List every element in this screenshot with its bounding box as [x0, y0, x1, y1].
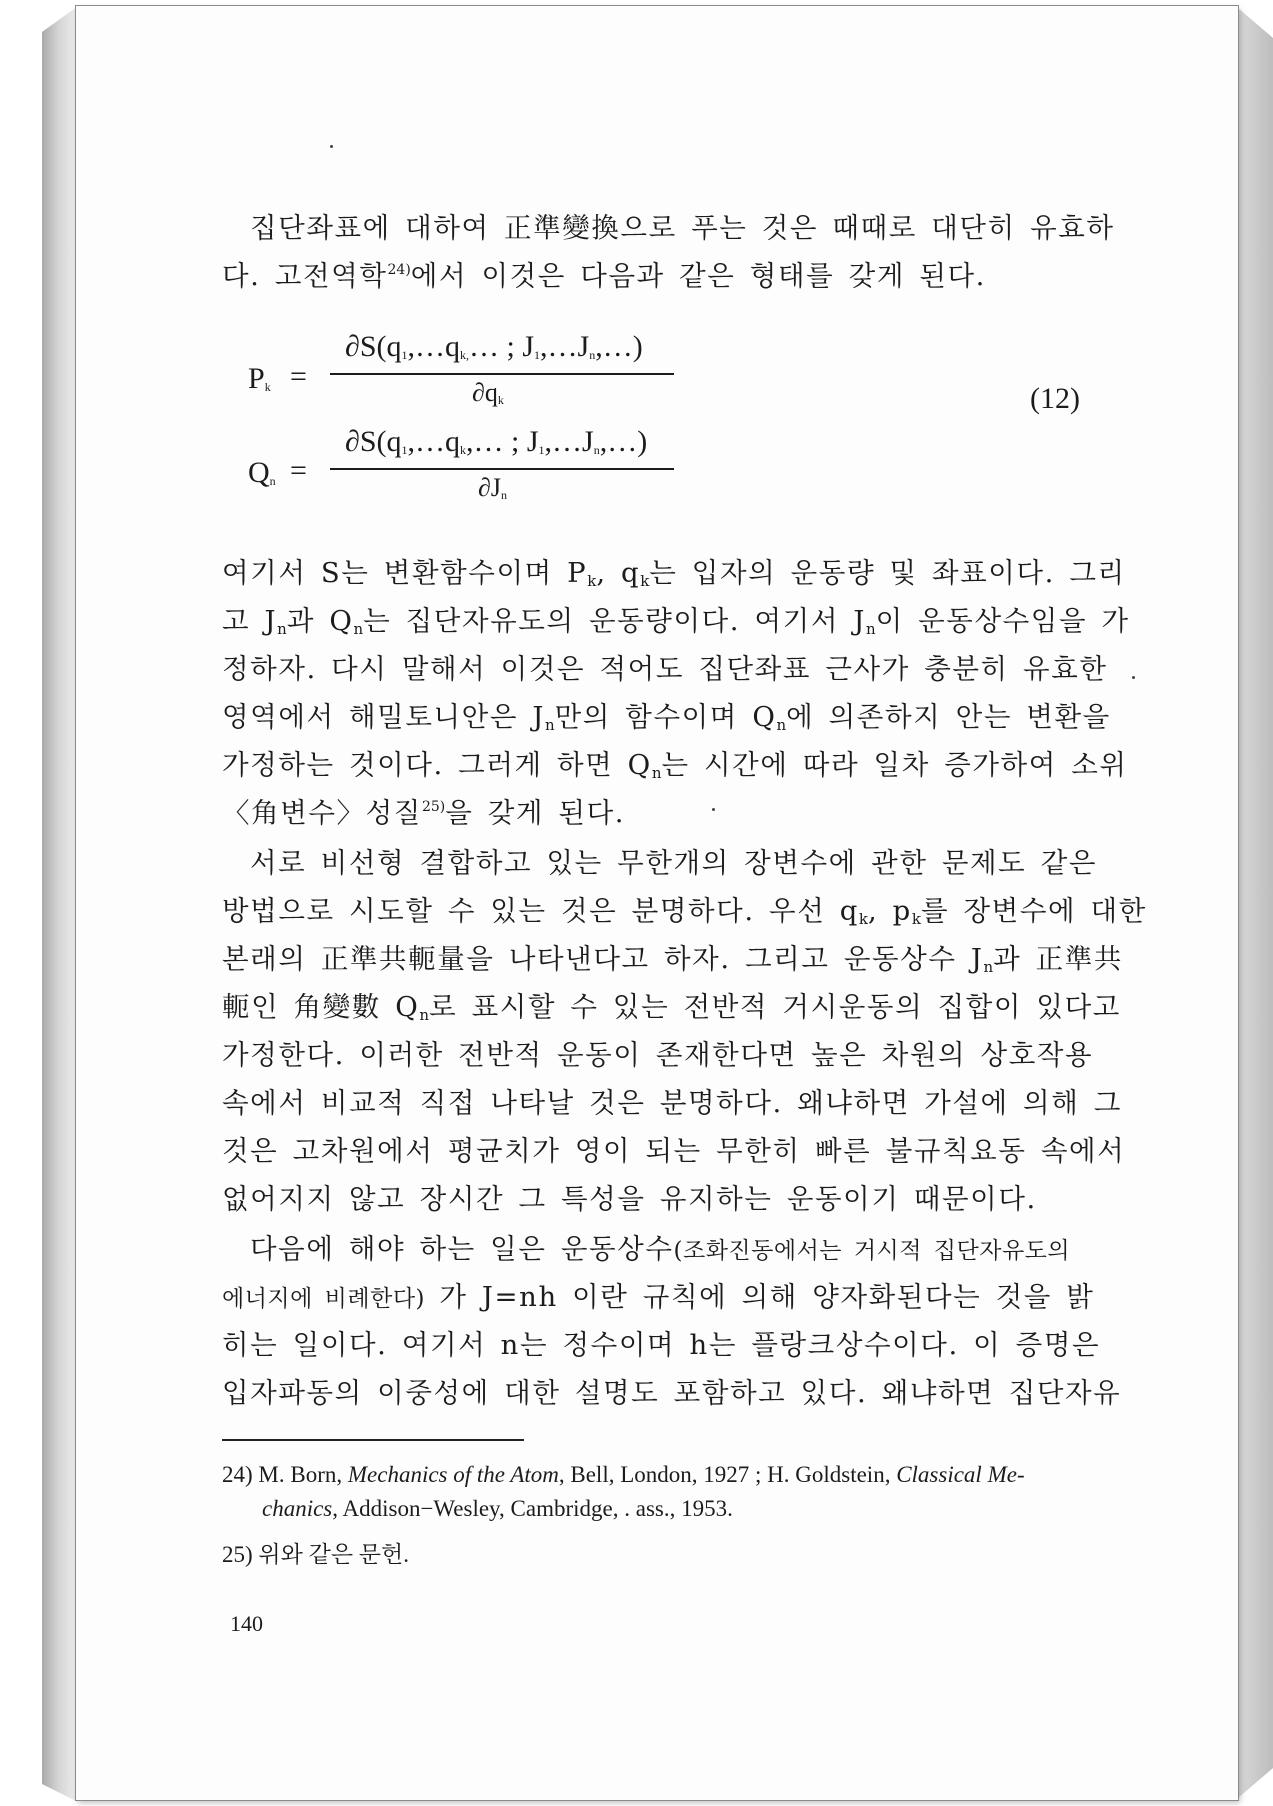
paragraph-4-line-3: 히는 일이다. 여기서 n는 정수이며 h는 플랑크상수이다. 이 증명은	[222, 1329, 1101, 1361]
paragraph-2-line-6: 〈角변수〉성질$^{25)}$을 갖게 된다.	[222, 797, 626, 829]
footnote-24-line-1: 24) M. Born, Mechanics of the Atom, Bell, London, 1927 ; H. Goldstein, Classical Me-	[222, 1462, 1025, 1487]
footnote-ref-24: 24)	[387, 262, 411, 278]
paragraph-2-line-1: 여기서 S는 변환함수이며 $P_k$, $q_k$는 입자의 운동량 및 좌표이다. 그리	[222, 557, 1126, 590]
eq1-fraction-bar	[330, 373, 674, 375]
scan-speck	[1132, 676, 1135, 679]
page-block-left-edge	[42, 6, 78, 1802]
paragraph-4-line-1: 다음에 해야 하는 일은 운동상수(조화진동에서는 거시적 집단자유도의	[250, 1233, 1071, 1265]
paragraph-2-line-5: 가정하는 것이다. 그러게 하면 $Q_n$는 시간에 따라 일차 증가하여 소위	[222, 749, 1128, 782]
paragraph-3-line-5: 가정한다. 이러한 전반적 운동이 존재한다면 높은 차원의 상호작용	[222, 1039, 1094, 1071]
equation-number: (12)	[1030, 382, 1080, 415]
paragraph-4-line-2: 에너지에 비례한다) 가 J=nh 이란 규칙에 의해 양자화된다는 것을 밝	[222, 1281, 1095, 1313]
footnote-25: 25) 위와 같은 문헌.	[222, 1542, 409, 1567]
paragraph-2-line-4: 영역에서 해밀토니안은 $J_n$만의 함수이며 $Q_n$에 의존하지 안는 변환을	[222, 701, 1111, 734]
eq1-equals: =	[290, 360, 307, 393]
paragraph-3-line-4: 軛인 角變數 $Q_n$로 표시할 수 있는 전반적 거시운동의 집합이 있다고	[222, 991, 1121, 1024]
eq1-numerator: ∂S(q1,…qk,… ; J1,…Jn,…)	[345, 330, 643, 363]
scan-speck	[330, 145, 333, 148]
paragraph-2-line-2: 고 $J_n$과 $Q_n$는 집단자유도의 운동량이다. 여기서 $J_n$이 운동상수임을 가	[222, 605, 1130, 638]
eq1-denominator: ∂qk	[472, 378, 504, 407]
eq2-numerator: ∂S(q1,…qk,… ; J1,…Jn,…)	[345, 425, 648, 458]
page-block-right-edge	[1238, 8, 1273, 1798]
footnote-ref-25: 25)	[421, 799, 446, 815]
footnote-24-line-2: chanics, Addison−Wesley, Cambridge, . ass., 1953.	[262, 1496, 733, 1521]
footnote-separator	[222, 1439, 524, 1441]
scan-speck	[712, 808, 715, 811]
paragraph-4-line-4: 입자파동의 이중성에 대한 설명도 포함하고 있다. 왜냐하면 집단자유	[222, 1377, 1122, 1409]
paragraph-3-line-6: 속에서 비교적 직접 나타날 것은 분명하다. 왜냐하면 가설에 의해 그	[222, 1087, 1122, 1119]
eq2-lhs: Qn	[248, 456, 276, 489]
page-number: 140	[230, 1611, 263, 1636]
eq2-fraction-bar	[330, 468, 674, 470]
paragraph-1-line-1: 집단좌표에 대하여 正準變換으로 푸는 것은 때때로 대단히 유효하	[250, 212, 1115, 244]
eq2-denominator: ∂Jn	[478, 473, 507, 502]
paragraph-3-line-3: 본래의 正準共軛量을 나타낸다고 하자. 그리고 운동상수 $J_n$과 正準共	[222, 943, 1123, 976]
paragraph-1-line-2: 다. 고전역학$^{24)}$에서 이것은 다음과 같은 형태를 갖게 된다.	[222, 260, 986, 292]
paragraph-3-line-8: 없어지지 않고 장시간 그 특성을 유지하는 운동이기 때문이다.	[222, 1183, 1037, 1215]
paragraph-3-line-2: 방법으로 시도할 수 있는 것은 분명하다. 우선 $q_k$, $p_k$를 장변수에 대한	[222, 895, 1147, 928]
paragraph-3-line-7: 것은 고차원에서 평균치가 영이 되는 무한히 빠른 불규칙요동 속에서	[222, 1135, 1126, 1167]
eq2-equals: =	[290, 454, 307, 487]
paragraph-2-line-3: 정하자. 다시 말해서 이것은 적어도 집단좌표 근사가 충분히 유효한	[222, 653, 1108, 685]
eq1-lhs: Pk	[248, 362, 271, 395]
paragraph-3-line-1: 서로 비선형 결합하고 있는 무한개의 장변수에 관한 문제도 같은	[250, 847, 1098, 879]
